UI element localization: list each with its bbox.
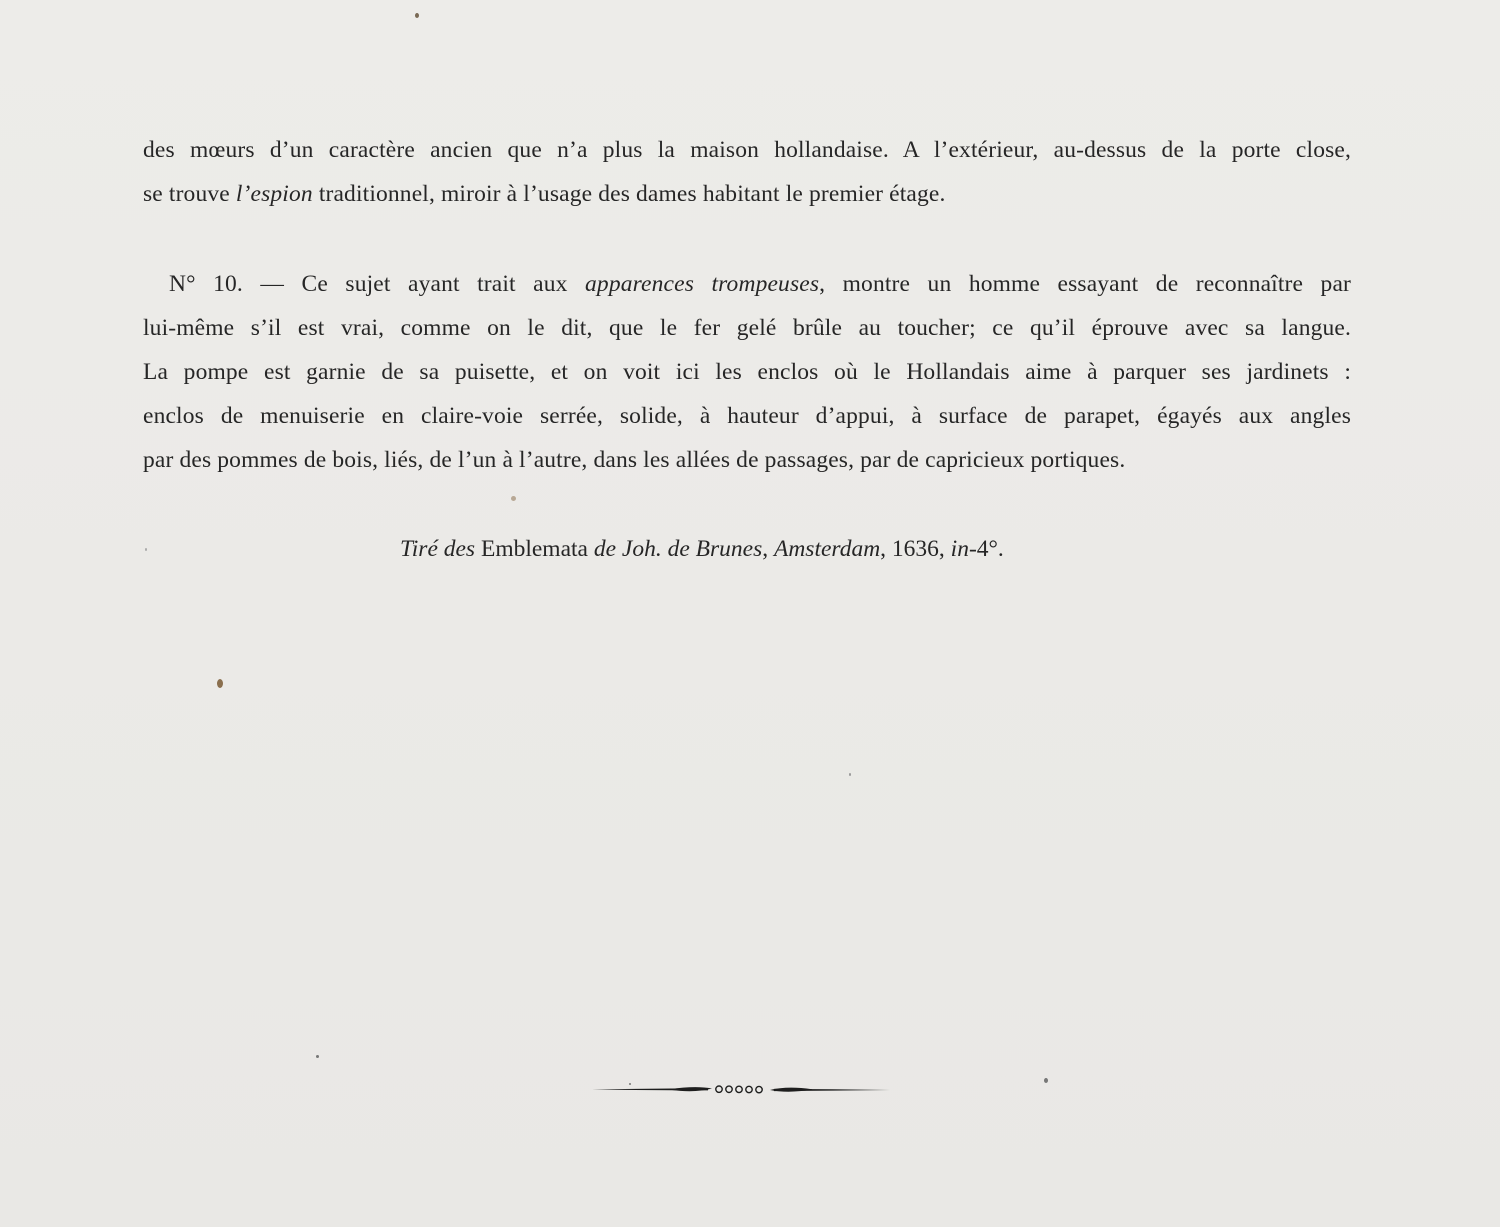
ornament-divider	[590, 1078, 892, 1100]
paragraph-2-line-2: lui-même s’il est vrai, comme on le dit, que le fer gelé brûle au toucher; ce qu’il éprouve avec sa langue.	[143, 315, 1351, 341]
paragraph-1-line-1: des mœurs d’un caractère ancien que n’a plus la maison hollandaise. A l’extérieur, au-dessus de la porte close,	[143, 137, 1351, 163]
paragraph-2-line-4: enclos de menuiserie en claire-voie serrée, solide, à hauteur d’appui, à surface de parapet, égayés aux angles	[143, 403, 1351, 429]
paragraph-2-line-5: par des pommes de bois, liés, de l’un à l’autre, dans les allées de passages, par de capricieux portiques.	[143, 447, 1126, 473]
text-run: , montre un homme essayant de reconnaître par	[819, 271, 1352, 297]
caption-roman: , 1636,	[880, 536, 951, 562]
paper-speck	[145, 548, 147, 551]
italic-term: l’espion	[235, 181, 313, 207]
paper-speck	[316, 1055, 319, 1058]
text-run: traditionnel, miroir à l’usage des dames habitant le premier étage.	[312, 181, 946, 207]
paper-speck	[415, 13, 419, 18]
caption-roman: -4°.	[968, 536, 1004, 562]
caption-text	[400, 527, 1004, 571]
caption-italic: Amsterdam	[773, 536, 881, 562]
paper-speck	[217, 679, 223, 688]
paragraph-2-line-3: La pompe est garnie de sa puisette, et on voit ici les enclos où le Hollandais aime à parquer ses jardinets :	[143, 359, 1351, 385]
text-run: N° 10. — Ce sujet ayant trait aux	[169, 271, 586, 297]
paragraph-2	[143, 262, 1351, 482]
caption-roman: ,	[762, 536, 774, 562]
paragraph-1	[143, 128, 1351, 216]
italic-term: apparences trompeuses	[585, 271, 820, 297]
caption-roman: Emblemata	[475, 536, 594, 562]
paragraph-2-line-1	[143, 262, 1351, 306]
paper-speck	[511, 496, 516, 501]
paper-speck	[1044, 1078, 1048, 1083]
paper-speck	[849, 773, 851, 776]
text-run: se trouve	[143, 181, 236, 207]
caption-italic: Tiré des	[400, 536, 476, 562]
paragraph-1-line-2	[143, 172, 1351, 216]
caption-italic: de Joh. de Brunes	[593, 536, 763, 562]
caption-italic: in	[950, 536, 969, 562]
